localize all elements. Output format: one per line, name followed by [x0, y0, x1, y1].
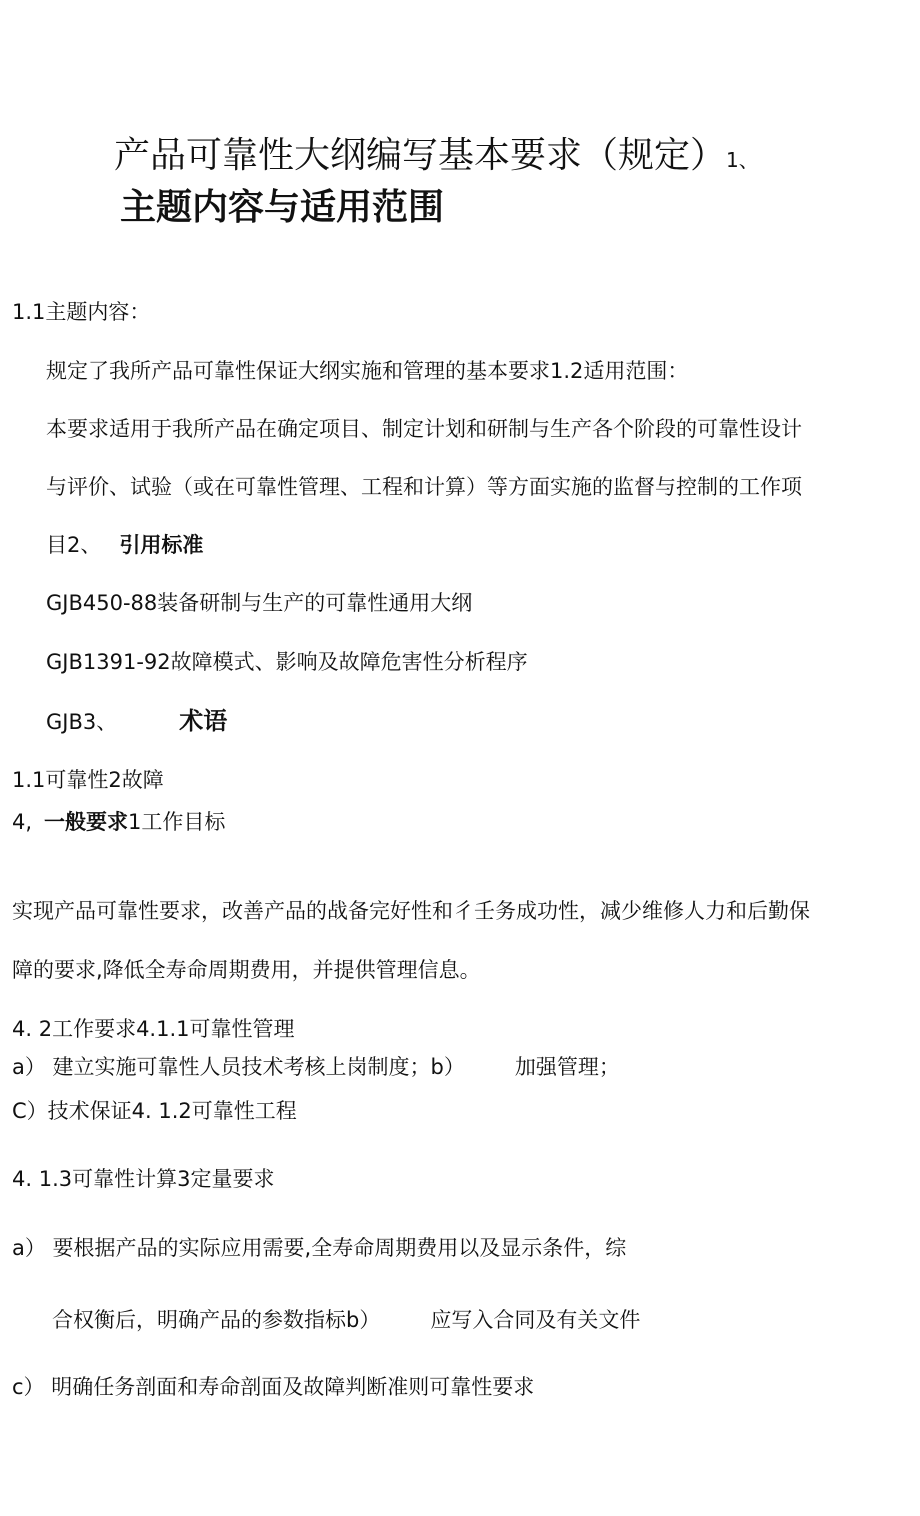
- quantitative-items-line: [52, 1307, 640, 1333]
- section-2-line: [46, 532, 203, 558]
- quantitative-item-c: c） 明确任务剖面和寿命剖面及故障判断准则可靠性要求: [12, 1375, 535, 1399]
- section-1-2-text-line1: 本要求适用于我所产品在确定项目、制定计划和研制与生产各个阶段的可靠性设计: [46, 417, 802, 441]
- section-1-number: 1、: [726, 148, 759, 172]
- management-item-c: C）技术保证4. 1.2可靠性工程: [12, 1099, 297, 1123]
- document-title: 产品可靠性大纲编写基本要求（规定）: [114, 135, 727, 176]
- work-goal-line1: 实现产品可靠性要求，改善产品的战备完好性和彳壬务成功性，减少维修人力和后勤保: [12, 899, 810, 923]
- reference-1: GJB450-88装备研制与生产的可靠性通用大纲: [46, 591, 473, 615]
- section-1-1-body: 规定了我所产品可靠性保证大纲实施和管理的基本要求: [46, 359, 550, 383]
- reference-2: GJB1391-92故障模式、影响及故障危害性分析程序: [46, 650, 528, 674]
- section-4-line: [12, 809, 225, 835]
- quantitative-item-b: 应写入合同及有关文件: [430, 1308, 641, 1332]
- section-1-2-text-line3: 目: [46, 533, 67, 557]
- section-1-2-text-line2: 与评价、试验（或在可靠性管理、工程和计算）等方面实施的监督与控制的工作项: [46, 475, 802, 499]
- terms-list: 1.1可靠性2故障: [12, 768, 164, 792]
- management-item-b: 加强管理；: [514, 1055, 620, 1079]
- document-title-line1: [114, 134, 759, 182]
- section-1-1-heading: 1.1主题内容：: [12, 300, 151, 324]
- section-4-1-heading: 1工作目标: [128, 810, 226, 834]
- section-2-number: 2、: [67, 533, 102, 557]
- section-4-number: 4,: [12, 810, 33, 834]
- quantitative-item-a-line2: 合权衡后，明确产品的参数指标b）: [52, 1308, 381, 1332]
- section-3-heading: 术语: [179, 707, 228, 735]
- section-3-line: [46, 708, 227, 735]
- section-1-2-heading: 1.2适用范围：: [550, 359, 689, 383]
- reference-3: GJB3、: [46, 710, 118, 734]
- section-1-1-text: [46, 358, 688, 384]
- section-2-heading: 引用标准: [119, 533, 204, 557]
- section-4-heading: 一般要求: [44, 810, 129, 834]
- section-1-heading: 主题内容与适用范围: [120, 187, 445, 228]
- section-4-2-heading: 4. 2工作要求4.1.1可靠性管理: [12, 1017, 295, 1041]
- management-item-a: a） 建立实施可靠性人员技术考核上岗制度；b）: [12, 1055, 465, 1079]
- management-items-line: [12, 1054, 620, 1080]
- work-goal-line2: 障的要求,降低全寿命周期费用，并提供管理信息。: [12, 958, 481, 982]
- section-4-1-3-heading: 4. 1.3可靠性计算3定量要求: [12, 1167, 275, 1191]
- quantitative-item-a-line1: a） 要根据产品的实际应用需要,全寿命周期费用以及显示条件，综: [12, 1236, 627, 1260]
